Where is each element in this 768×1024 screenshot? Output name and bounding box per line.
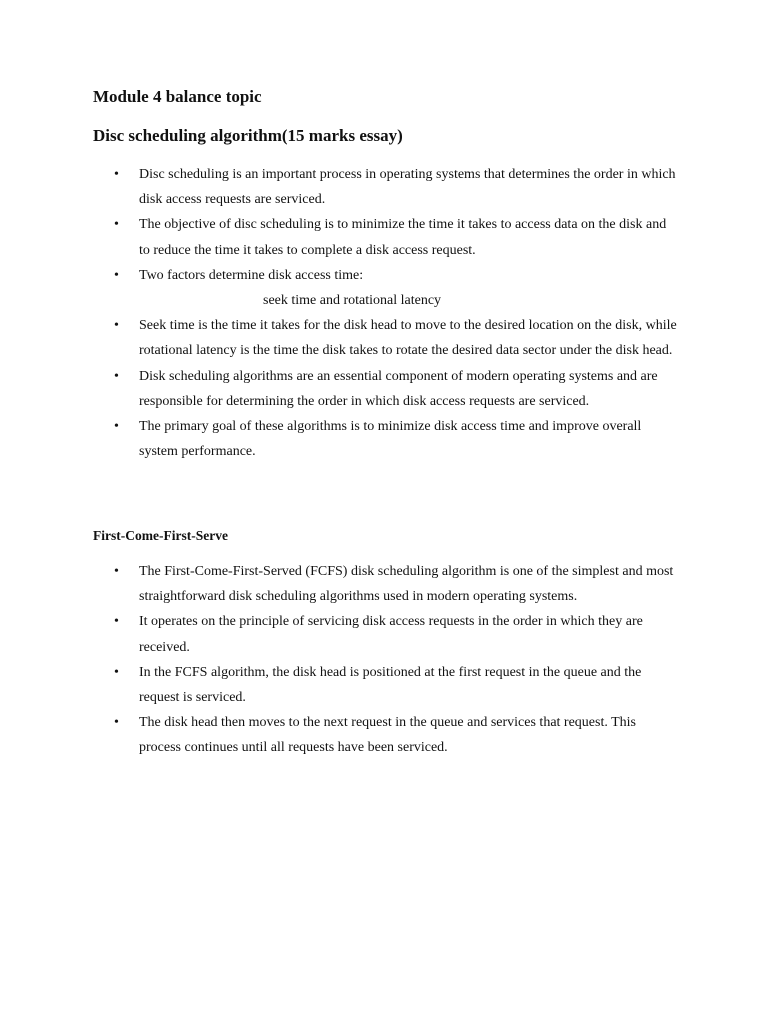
list-item-text: Disk scheduling algorithms are an essential component of modern operating systems and are responsible for determining the order in which disk access requests are serviced.: [139, 368, 658, 409]
intro-bullet-list: [0, 162, 768, 464]
list-item-text: The objective of disc scheduling is to minimize the time it takes to access data on the disk and to reduce the time it takes to complete a disk access request.: [139, 217, 667, 258]
list-item-text: In the FCFS algorithm, the disk head is positioned at the first request in the queue and the request is serviced.: [139, 664, 642, 706]
bullet-icon: •: [114, 217, 119, 233]
list-item: [0, 609, 679, 659]
list-item-text: It operates on the principle of servicing disk access requests in the order in which they are received.: [139, 614, 643, 655]
list-item: [0, 263, 679, 313]
list-item: [0, 660, 679, 710]
fcfs-bullet-list: [0, 559, 768, 761]
bullet-icon: •: [114, 419, 119, 435]
list-item-text: Seek time is the time it takes for the disk head to move to the desired location on the disk, while rotational latency is the time the disk takes to rotate the desired data sector under the disk head.: [139, 318, 677, 359]
bullet-icon: •: [114, 167, 119, 182]
list-item: [0, 162, 679, 212]
module-heading: Module 4 balance topic: [93, 87, 262, 106]
list-item: [0, 414, 679, 464]
list-item: [0, 559, 679, 609]
bullet-icon: •: [114, 715, 119, 731]
fcfs-heading: First-Come-First-Serve: [93, 528, 228, 543]
bullet-icon: •: [114, 614, 119, 630]
topic-heading: Disc scheduling algorithm(15 marks essay): [93, 126, 403, 145]
list-item: [0, 710, 679, 760]
bullet-icon: •: [114, 318, 119, 334]
list-item: [0, 313, 679, 363]
list-item-text: The disk head then moves to the next request in the queue and services that request. This process continues until all requests have been serviced.: [139, 715, 636, 756]
bullet-icon: •: [114, 267, 119, 283]
bullet-icon: •: [114, 368, 119, 384]
list-item-text: Disc scheduling is an important process in operating systems that determines the order in which disk access requests are serviced.: [139, 167, 676, 208]
bullet-icon: •: [114, 564, 119, 579]
list-item: [0, 364, 679, 414]
list-item-text: The First-Come-First-Served (FCFS) disk scheduling algorithm is one of the simplest and most straightforward disk scheduling algorithms used in modern operating systems.: [139, 564, 674, 605]
list-item: [0, 212, 679, 262]
factors-line: seek time and rotational latency: [263, 293, 442, 309]
bullet-icon: •: [114, 664, 119, 680]
list-item-text: The primary goal of these algorithms is to minimize disk access time and improve overall system performance.: [139, 419, 642, 460]
list-item-text: Two factors determine disk access time:: [139, 267, 364, 283]
